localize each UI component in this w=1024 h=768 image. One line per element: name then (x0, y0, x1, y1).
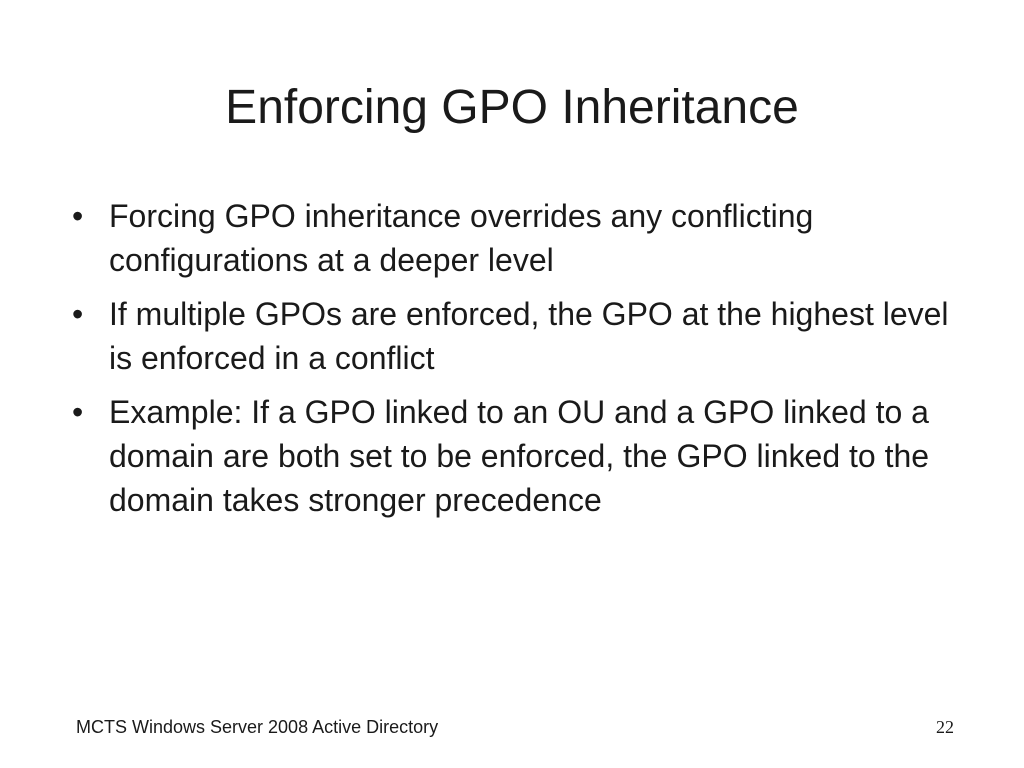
bullet-item (72, 390, 952, 522)
bullet-text: Example: If a GPO linked to an OU and a GPO linked to a domain are both set to be enforced, the GPO linked to the domain takes stronger precedence (109, 394, 930, 518)
footer-course-title: MCTS Windows Server 2008 Active Directory (76, 717, 439, 737)
bullet-text: If multiple GPOs are enforced, the GPO at the highest level is enforced in a conflict (109, 296, 949, 376)
bullet-text: Forcing GPO inheritance overrides any conflicting configurations at a deeper level (109, 198, 814, 278)
slide-page-number: 22 (936, 717, 954, 737)
bullet-icon: • (72, 296, 84, 332)
bullet-item (72, 194, 952, 282)
bullet-icon: • (72, 394, 84, 430)
bullet-item (72, 292, 952, 380)
slide-title: Enforcing GPO Inheritance (225, 81, 799, 134)
bullet-icon: • (72, 198, 84, 234)
bullet-list (72, 194, 952, 532)
